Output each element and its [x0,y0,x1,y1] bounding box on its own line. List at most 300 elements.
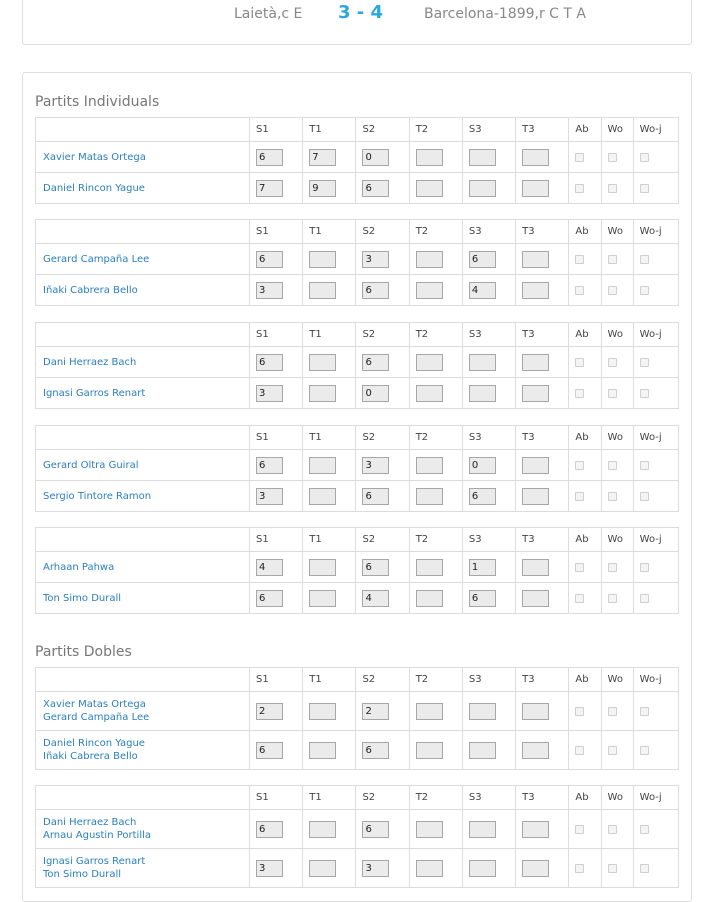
player-link[interactable]: Iñaki Cabrera Bello [43,751,138,762]
score-cell [249,275,302,306]
score-input-t1[interactable] [309,354,336,371]
score-cell [249,378,302,409]
table-header-row [36,323,679,347]
wo-checkbox[interactable] [608,825,617,834]
player-cell [36,142,250,173]
checkbox-cell [601,552,633,583]
player-link[interactable]: Ton Simo Durall [43,869,122,880]
player-cell [36,692,250,731]
wo-checkbox[interactable] [608,746,617,755]
wo-j-checkbox[interactable] [640,707,649,716]
score-input-t2[interactable] [416,860,443,877]
score-input-t2[interactable] [416,385,443,402]
match-header [22,0,692,45]
player-link[interactable]: Gerard Campaña Lee [43,253,150,265]
score-input-s2[interactable]: 6 [362,354,389,371]
table-header-row [36,528,679,552]
score-input-t1[interactable]: 7 [309,149,336,166]
home-team-name: Laietà,c E [234,6,303,22]
score-input-s1[interactable]: 3 [256,860,283,877]
score-cell [356,849,409,888]
doubles-section-title: Partits Dobles [35,644,132,660]
column-header-wo-j: Wo-j [633,528,678,552]
score-input-s3[interactable] [469,703,496,720]
column-header-t1: T1 [303,323,356,347]
score-input-t3[interactable] [522,180,549,197]
checkbox-cell [601,142,633,173]
score-cell [409,810,462,849]
player-cell [36,481,250,512]
player-link[interactable]: Ton Simo Durall [43,592,122,604]
checkbox-cell [569,244,601,275]
score-input-t1[interactable] [309,251,336,268]
checkbox-cell [569,552,601,583]
ab-checkbox[interactable] [575,746,584,755]
score-input-t2[interactable] [416,149,443,166]
ab-checkbox[interactable] [575,594,584,603]
score-cell [356,810,409,849]
checkbox-cell [633,481,678,512]
matches-card [22,72,692,902]
score-input-t2[interactable] [416,821,443,838]
score-cell [462,244,515,275]
wo-j-checkbox[interactable] [640,492,649,501]
score-input-t2[interactable] [416,354,443,371]
wo-checkbox[interactable] [608,389,617,398]
table-row [36,552,679,583]
score-input-s3[interactable] [469,354,496,371]
player-link[interactable]: Daniel Rincon Yague [43,738,145,749]
score-cell [516,810,569,849]
table-row [36,583,679,614]
column-header-s1: S1 [249,118,302,142]
column-header-s1: S1 [249,220,302,244]
column-header-s2: S2 [356,118,409,142]
column-header-wo: Wo [601,786,633,810]
wo-j-checkbox[interactable] [640,184,649,193]
column-header-t3: T3 [516,528,569,552]
checkbox-cell [633,450,678,481]
score-input-s3[interactable]: 6 [469,251,496,268]
wo-j-checkbox[interactable] [640,389,649,398]
score-input-t1[interactable] [309,385,336,402]
score-input-t3[interactable] [522,860,549,877]
wo-checkbox[interactable] [608,286,617,295]
ab-checkbox[interactable] [575,864,584,873]
checkbox-cell [569,173,601,204]
score-cell [356,731,409,770]
score-cell [409,583,462,614]
player-link[interactable]: Gerard Oltra Guiral [43,459,139,471]
score-cell [516,347,569,378]
score-cell [462,552,515,583]
player-link[interactable]: Xavier Matas Ortega [43,699,146,710]
table-row [36,275,679,306]
score-input-s2[interactable]: 6 [362,488,389,505]
score-input-t1[interactable] [309,457,336,474]
score-cell [409,731,462,770]
column-header-t3: T3 [516,426,569,450]
score-cell [249,347,302,378]
checkbox-cell [569,142,601,173]
column-header-t1: T1 [303,220,356,244]
column-header-s3: S3 [462,426,515,450]
ab-checkbox[interactable] [575,153,584,162]
doubles-match-table [35,667,679,770]
score-input-s3[interactable] [469,180,496,197]
wo-j-checkbox[interactable] [640,594,649,603]
score-input-s1[interactable]: 6 [256,590,283,607]
wo-j-checkbox[interactable] [640,825,649,834]
column-header-wo: Wo [601,668,633,692]
wo-checkbox[interactable] [608,563,617,572]
score-input-s1[interactable]: 6 [256,742,283,759]
score-cell [356,378,409,409]
match-score: 3 - 4 [338,2,384,23]
column-header-s2: S2 [356,323,409,347]
player-cell [36,378,250,409]
player-cell [36,810,250,849]
score-cell [516,450,569,481]
score-cell [303,481,356,512]
table-header-row [36,220,679,244]
singles-match-table [35,322,679,409]
score-input-t3[interactable] [522,251,549,268]
score-input-s2[interactable]: 0 [362,385,389,402]
score-input-t3[interactable] [522,457,549,474]
score-cell [462,810,515,849]
score-input-t2[interactable] [416,488,443,505]
score-cell [409,142,462,173]
singles-match-table [35,425,679,512]
player-link[interactable]: Arnau Agustin Portilla [43,830,151,841]
column-header-wo: Wo [601,220,633,244]
score-input-t3[interactable] [522,282,549,299]
score-cell [303,692,356,731]
score-input-s3[interactable] [469,860,496,877]
player-link[interactable]: Dani Herraez Bach [43,356,137,368]
score-input-t2[interactable] [416,590,443,607]
score-input-t1[interactable] [309,742,336,759]
column-header-wo-j: Wo-j [633,323,678,347]
score-cell [303,583,356,614]
column-header-t2: T2 [409,786,462,810]
score-input-s1[interactable]: 6 [256,457,283,474]
score-input-s2[interactable]: 3 [362,251,389,268]
table-row [36,481,679,512]
score-input-s2[interactable]: 6 [362,559,389,576]
column-header-s3: S3 [462,118,515,142]
checkbox-cell [601,810,633,849]
score-input-t3[interactable] [522,354,549,371]
score-input-t3[interactable] [522,742,549,759]
wo-checkbox[interactable] [608,153,617,162]
score-input-t3[interactable] [522,559,549,576]
column-header-t3: T3 [516,786,569,810]
score-input-s2[interactable]: 6 [362,180,389,197]
column-header-t2: T2 [409,528,462,552]
checkbox-cell [569,810,601,849]
score-input-t3[interactable] [522,590,549,607]
score-input-t3[interactable] [522,703,549,720]
score-input-s2[interactable]: 6 [362,742,389,759]
score-input-t1[interactable] [309,703,336,720]
table-row [36,692,679,731]
player-link[interactable]: Xavier Matas Ortega [43,151,146,163]
column-header-s3: S3 [462,528,515,552]
wo-checkbox[interactable] [608,707,617,716]
score-cell [409,173,462,204]
column-header-wo: Wo [601,323,633,347]
column-header-s2: S2 [356,426,409,450]
ab-checkbox[interactable] [575,286,584,295]
wo-checkbox[interactable] [608,594,617,603]
score-cell [303,142,356,173]
score-cell [462,849,515,888]
score-input-t3[interactable] [522,149,549,166]
score-input-t1[interactable] [309,282,336,299]
column-header-wo-j: Wo-j [633,118,678,142]
score-input-s1[interactable]: 2 [256,703,283,720]
column-header-s2: S2 [356,668,409,692]
header-blank-cell [36,220,250,244]
score-cell [356,244,409,275]
wo-j-checkbox[interactable] [640,255,649,264]
score-input-s1[interactable]: 6 [256,354,283,371]
score-input-s1[interactable]: 6 [256,149,283,166]
singles-section-title: Partits Individuals [35,94,160,110]
score-input-s1[interactable]: 4 [256,559,283,576]
score-input-s3[interactable]: 1 [469,559,496,576]
wo-j-checkbox[interactable] [640,286,649,295]
table-header-row [36,118,679,142]
score-input-s2[interactable]: 4 [362,590,389,607]
score-input-s2[interactable]: 0 [362,149,389,166]
player-cell [36,244,250,275]
wo-j-checkbox[interactable] [640,358,649,367]
player-cell [36,347,250,378]
score-input-s3[interactable] [469,385,496,402]
column-header-wo-j: Wo-j [633,220,678,244]
score-input-s1[interactable]: 3 [256,488,283,505]
column-header-s2: S2 [356,220,409,244]
player-link[interactable]: Daniel Rincon Yague [43,182,145,194]
player-link[interactable]: Gerard Campaña Lee [43,712,150,723]
score-input-s1[interactable]: 3 [256,385,283,402]
player-link[interactable]: Ignasi Garros Renart [43,387,146,399]
score-input-t1[interactable] [309,860,336,877]
score-cell [303,552,356,583]
wo-checkbox[interactable] [608,184,617,193]
score-input-t3[interactable] [522,821,549,838]
score-input-t3[interactable] [522,488,549,505]
checkbox-cell [601,244,633,275]
column-header-t1: T1 [303,786,356,810]
score-cell [249,142,302,173]
singles-match-table [35,527,679,614]
ab-checkbox[interactable] [575,492,584,501]
score-input-t2[interactable] [416,457,443,474]
score-input-s3[interactable]: 0 [469,457,496,474]
score-input-s3[interactable]: 6 [469,488,496,505]
ab-checkbox[interactable] [575,255,584,264]
column-header-s3: S3 [462,668,515,692]
score-input-s1[interactable]: 7 [256,180,283,197]
column-header-ab: Ab [569,668,601,692]
column-header-s3: S3 [462,220,515,244]
column-header-s2: S2 [356,528,409,552]
table-row [36,810,679,849]
score-cell [303,731,356,770]
score-input-s3[interactable] [469,821,496,838]
score-input-s3[interactable]: 6 [469,590,496,607]
score-cell [249,481,302,512]
wo-j-checkbox[interactable] [640,746,649,755]
column-header-s2: S2 [356,786,409,810]
score-input-s2[interactable]: 3 [362,860,389,877]
player-link[interactable]: Arhaan Pahwa [43,561,115,573]
player-cell [36,583,250,614]
score-input-s2[interactable]: 3 [362,457,389,474]
score-cell [249,849,302,888]
header-blank-cell [36,786,250,810]
score-input-t2[interactable] [416,251,443,268]
checkbox-cell [633,142,678,173]
score-cell [516,142,569,173]
ab-checkbox[interactable] [575,389,584,398]
score-input-s3[interactable]: 4 [469,282,496,299]
wo-j-checkbox[interactable] [640,153,649,162]
score-cell [462,173,515,204]
ab-checkbox[interactable] [575,563,584,572]
player-cell [36,275,250,306]
checkbox-cell [569,583,601,614]
score-cell [409,244,462,275]
header-blank-cell [36,118,250,142]
score-cell [516,481,569,512]
score-input-t2[interactable] [416,703,443,720]
score-cell [356,552,409,583]
table-header-row [36,668,679,692]
checkbox-cell [601,450,633,481]
ab-checkbox[interactable] [575,184,584,193]
column-header-s1: S1 [249,426,302,450]
player-cell [36,450,250,481]
score-cell [249,810,302,849]
checkbox-cell [633,244,678,275]
wo-j-checkbox[interactable] [640,563,649,572]
score-input-t2[interactable] [416,180,443,197]
score-input-s2[interactable]: 2 [362,703,389,720]
column-header-t2: T2 [409,323,462,347]
score-input-s3[interactable] [469,149,496,166]
checkbox-cell [601,173,633,204]
checkbox-cell [633,347,678,378]
score-cell [516,692,569,731]
column-header-t1: T1 [303,426,356,450]
column-header-t2: T2 [409,118,462,142]
score-cell [409,450,462,481]
column-header-ab: Ab [569,118,601,142]
score-cell [516,378,569,409]
score-input-t1[interactable]: 9 [309,180,336,197]
score-input-s1[interactable]: 6 [256,821,283,838]
player-cell [36,849,250,888]
score-input-s2[interactable]: 6 [362,821,389,838]
score-cell [249,583,302,614]
score-input-t1[interactable] [309,559,336,576]
table-row [36,450,679,481]
score-input-t1[interactable] [309,821,336,838]
singles-match-table [35,117,679,204]
player-link[interactable]: Sergio Tintore Ramon [43,490,152,502]
player-link[interactable]: Iñaki Cabrera Bello [43,284,138,296]
score-cell [303,450,356,481]
column-header-t2: T2 [409,668,462,692]
player-link[interactable]: Ignasi Garros Renart [43,856,146,867]
score-cell [356,692,409,731]
wo-j-checkbox[interactable] [640,461,649,470]
score-cell [409,849,462,888]
score-cell [356,347,409,378]
score-input-t2[interactable] [416,282,443,299]
column-header-t3: T3 [516,668,569,692]
wo-j-checkbox[interactable] [640,864,649,873]
column-header-s3: S3 [462,323,515,347]
checkbox-cell [601,481,633,512]
score-input-t1[interactable] [309,590,336,607]
checkbox-cell [601,731,633,770]
wo-checkbox[interactable] [608,492,617,501]
score-cell [462,583,515,614]
wo-checkbox[interactable] [608,864,617,873]
score-input-s3[interactable] [469,742,496,759]
ab-checkbox[interactable] [575,707,584,716]
column-header-ab: Ab [569,786,601,810]
score-input-t1[interactable] [309,488,336,505]
checkbox-cell [601,583,633,614]
table-row [36,244,679,275]
wo-checkbox[interactable] [608,255,617,264]
score-input-s2[interactable]: 6 [362,282,389,299]
checkbox-cell [569,692,601,731]
score-input-t2[interactable] [416,742,443,759]
score-input-t3[interactable] [522,385,549,402]
score-cell [462,731,515,770]
score-cell [249,692,302,731]
score-input-s1[interactable]: 6 [256,251,283,268]
checkbox-cell [633,378,678,409]
score-cell [303,810,356,849]
ab-checkbox[interactable] [575,461,584,470]
score-input-s1[interactable]: 3 [256,282,283,299]
player-link[interactable]: Dani Herraez Bach [43,817,137,828]
ab-checkbox[interactable] [575,825,584,834]
ab-checkbox[interactable] [575,358,584,367]
score-cell [249,731,302,770]
column-header-s1: S1 [249,668,302,692]
table-row [36,173,679,204]
table-row [36,731,679,770]
column-header-t3: T3 [516,118,569,142]
score-cell [303,244,356,275]
wo-checkbox[interactable] [608,358,617,367]
checkbox-cell [569,450,601,481]
column-header-s1: S1 [249,786,302,810]
table-header-row [36,426,679,450]
score-input-t2[interactable] [416,559,443,576]
wo-checkbox[interactable] [608,461,617,470]
